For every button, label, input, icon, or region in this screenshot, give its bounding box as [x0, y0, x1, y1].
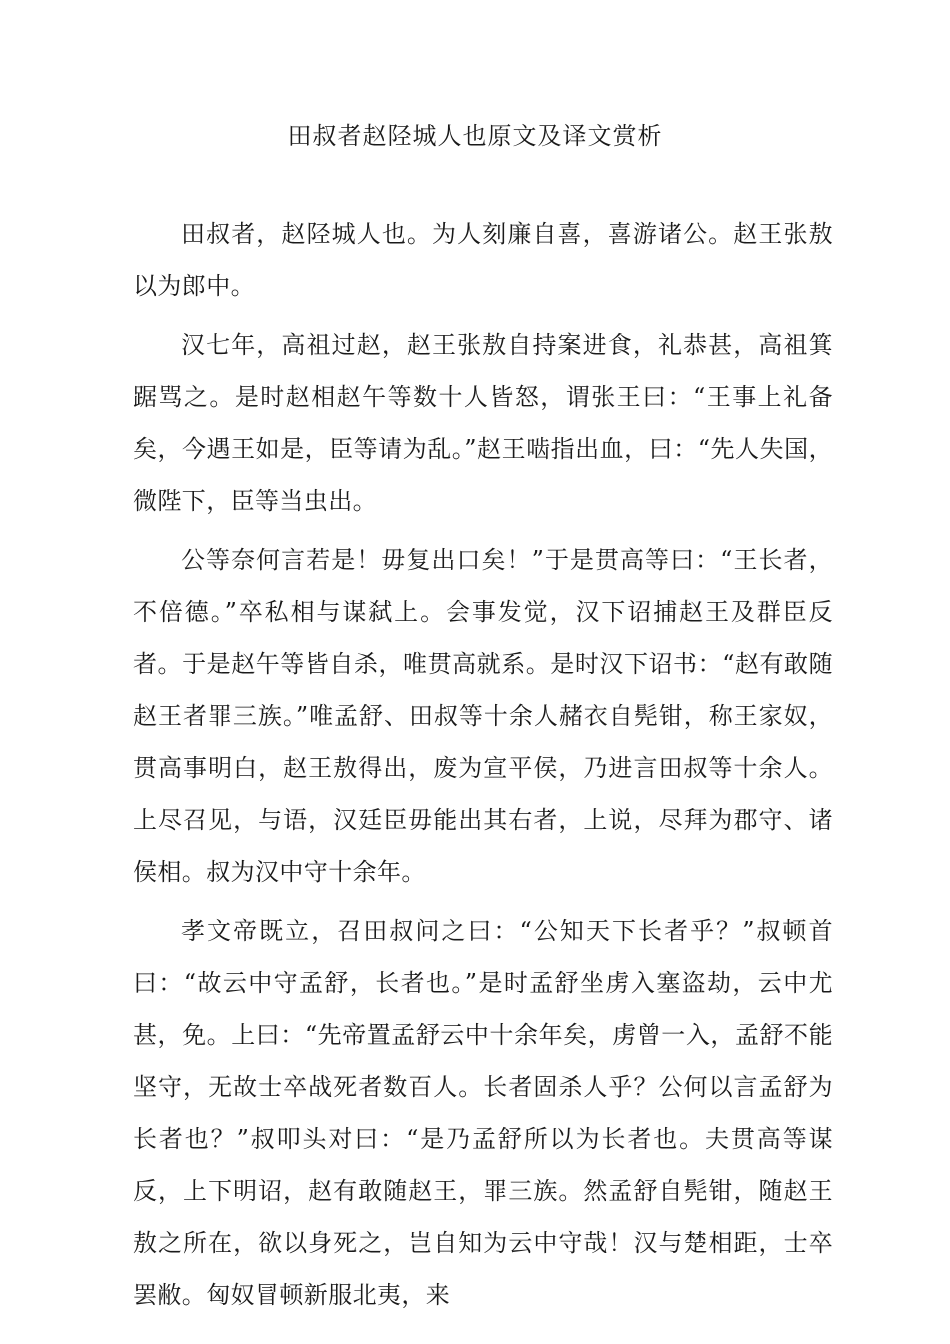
- document-title: 田叔者赵陉城人也原文及译文赏析: [287, 122, 663, 150]
- document-body: [133, 208, 833, 1328]
- paragraph-3: 公等奈何言若是！毋复出口矣！”于是贯高等曰：“王长者，不倍德。”卒私相与谋弑上。会事发觉，汉下诏捕赵王及群臣反者。于是赵午等皆自杀，唯贯高就系。是时汉下诏书：“赵有敢随赵王者罪三族。”唯孟舒、田叔等十余人赭衣自髡钳，称王家奴，贯高事明白，赵王敖得出，废为宣平侯，乃进言田叔等十余人。上尽召见，与语，汉廷臣毋能出其右者，上说，尽拜为郡守、诸侯相。叔为汉中守十余年。: [133, 546, 833, 886]
- paragraph-4: 孝文帝既立，召田叔问之曰：“公知天下长者乎？”叔顿首曰：“故云中守孟舒，长者也。”是时孟舒坐虏入塞盗劫，云中尤甚，免。上曰：“先帝置孟舒云中十余年矣，虏曾一入，孟舒不能坚守，无故士卒战死者数百人。长者固杀人乎？公何以言孟舒为长者也？”叔叩头对曰：“是乃孟舒所以为长者也。夫贯高等谋反，上下明诏，赵有敢随赵王，罪三族。然孟舒自髡钳，随赵王敖之所在，欲以身死之，岂自知为云中守哉！汉与楚相距，士卒罢敝。匈奴冒顿新服北夷，来: [133, 917, 833, 1309]
- paragraph-2: 汉七年，高祖过赵，赵王张敖自持案进食，礼恭甚，高祖箕踞骂之。是时赵相赵午等数十人皆怒，谓张王曰：“王事上礼备矣，今遇王如是，臣等请为乱。”赵王啮指出血，曰：“先人失国，微陛下，臣等当虫出。: [133, 331, 833, 515]
- paragraph-1: 田叔者，赵陉城人也。为人刻廉自喜，喜游诸公。赵王张敖以为郎中。: [133, 220, 833, 300]
